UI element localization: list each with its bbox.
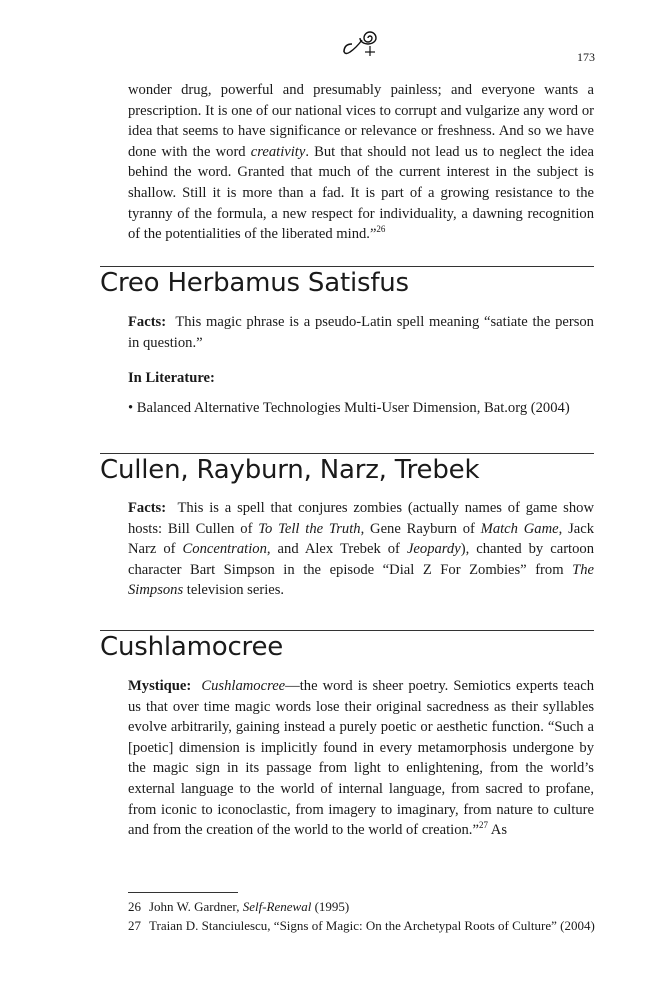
facts-label: Facts: — [128, 500, 167, 516]
footnote-ref: 26 — [376, 224, 386, 235]
mystique-label: Mystique: — [128, 678, 192, 694]
footnote: 27 Traian D. Stanciulescu, “Signs of Magic: On the Archetypal Roots of Culture” (2004) — [128, 918, 595, 933]
facts-paragraph: Facts: This magic phrase is a pseudo-Latin spell meaning “satiate the person in question.” — [128, 314, 594, 351]
literature-item: • Balanced Alternative Technologies Multi-User Dimension, Bat.org (2004) — [128, 400, 570, 416]
mystique-paragraph: Mystique: Cushlamocree—the word is sheer poetry. Semiotics experts teach us that over time magic words lose their original sacredness as their syllables evolve arbitrarily, gaining instead a purely poetic or aesthetic function. “Such a [poetic] dimension is implicitly found in every metamorphosis undergone by the magic sign in its passage from light to enlightening, from the world’s external language to the world of internal language, from sacred to profane, from iconic to iconoclastic, from imagery to imaginary, from nature to culture and from the creation of the world to the world of creation.”$^{27}$ As — [128, 678, 595, 839]
literature-heading: In Literature: — [128, 370, 215, 386]
section-divider — [100, 453, 594, 454]
spiral-flourish-icon — [340, 22, 386, 62]
facts-label: Facts: — [128, 314, 167, 330]
section-divider — [100, 266, 594, 267]
italic-word: creativity — [250, 143, 306, 160]
section-title: Creo Herbamus Satisfus — [100, 268, 409, 298]
section-divider — [100, 630, 594, 631]
footnote-ref: 27 — [478, 820, 488, 831]
section-title: Cullen, Rayburn, Narz, Trebek — [100, 455, 480, 485]
section-title: Cushlamocree — [100, 632, 284, 662]
facts-paragraph: Facts: This is a spell that conjures zombies (actually names of game show hosts: Bill Cullen of To Tell the Truth, Gene Rayburn of Match Game, Jack Narz of Concentration, and Alex Trebek of Jeopardy), chanted by cartoon character Bart Simpson in the episode “Dial Z For Zombies” from The Simpsons television series. — [128, 500, 595, 599]
page-number: 173 — [577, 50, 595, 64]
footnote: 26 John W. Gardner, Self-Renewal (1995) — [128, 899, 350, 914]
footnote-divider — [128, 892, 238, 893]
intro-paragraph: wonder drug, powerful and presumably painless; and everyone wants a prescription. It is one of our national vices to corrupt and vulgarize any word or idea that seems to have significance or relevance or freshness. And so we have done with the word creativity. But that should not lead us to neglect the idea behind the word. Granted that much of the current interest in the subject is shallow. Still it is more than a fad. It is part of a growing resistance to the tyranny of the formula, a new respect for individuality, a dawning recognition of the potentialities of the liberated mind.”$^{26}$ — [128, 82, 594, 243]
